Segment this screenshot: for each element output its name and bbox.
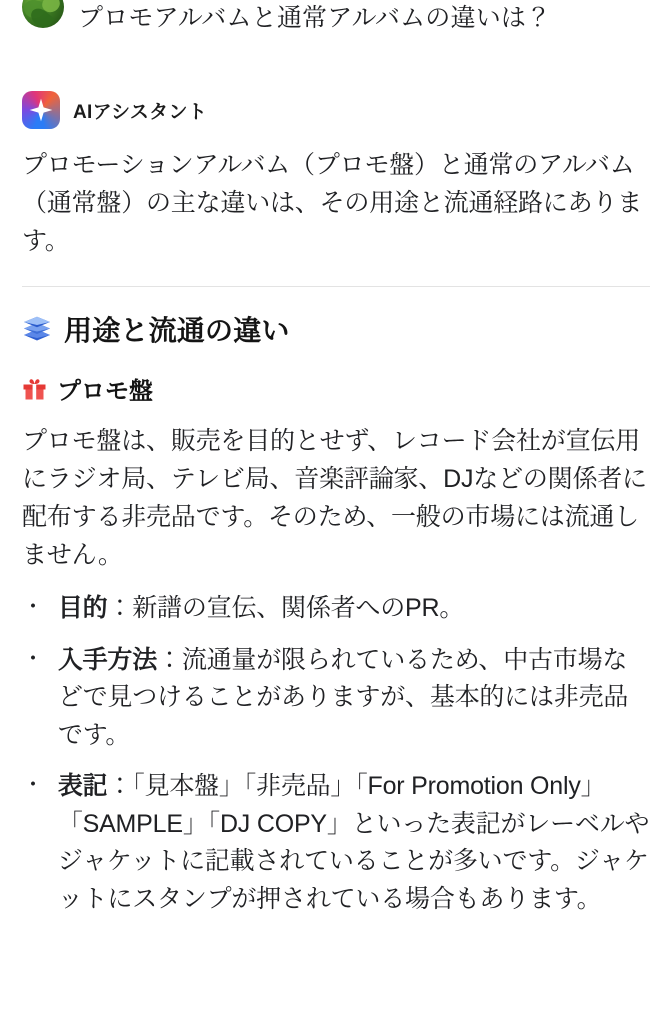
subsection-paragraph: プロモ盤は、販売を目的とせず、レコード会社が宣伝用にラジオ局、テレビ局、音楽評論家、DJなどの関係者に配布する非売品です。そのため、一般の市場には流通しません。 bbox=[22, 427, 647, 569]
bullet-list bbox=[22, 590, 650, 918]
gift-icon bbox=[22, 376, 47, 401]
list-item-content bbox=[58, 642, 650, 755]
books-icon bbox=[22, 316, 52, 342]
bullet-marker: ・ bbox=[22, 772, 44, 797]
list-item-text: ：「見本盤」「非売品」「For Promotion Only」「SAMPLE」「DJ COPY」といった表記がレーベルやジャケットに記載されていることが多いです。ジャケットにスタンプが押されている場合もあります。 bbox=[57, 772, 650, 913]
bullet-marker: ・ bbox=[22, 645, 44, 671]
list-item bbox=[22, 642, 650, 755]
ai-sparkle-icon bbox=[22, 91, 60, 129]
section-title: 用途と流通の違い bbox=[64, 315, 290, 346]
user-message-text: プロモアルバムと通常アルバムの違いは？ bbox=[78, 4, 552, 32]
list-item-content bbox=[58, 768, 650, 918]
list-item-label: 表記 bbox=[57, 772, 108, 800]
bullet-marker: ・ bbox=[22, 594, 44, 619]
assistant-intro-paragraph: プロモーションアルバム（プロモ盤）と通常のアルバム（通常盤）の主な違いは、その用途と流通経路にあります。 bbox=[22, 151, 643, 255]
list-item-text: ：流通量が限られているため、中古市場などで見つけることがありますが、基本的には非売品です。 bbox=[57, 645, 629, 749]
section-divider bbox=[22, 286, 650, 287]
user-avatar[interactable] bbox=[22, 0, 64, 28]
section-heading bbox=[22, 309, 650, 349]
assistant-header bbox=[22, 90, 650, 130]
subsection-title: プロモ盤 bbox=[57, 378, 153, 405]
subsection-heading bbox=[22, 371, 650, 406]
list-item-text: ：新譜の宣伝、関係者へのPR。 bbox=[107, 594, 465, 622]
list-item-content bbox=[58, 590, 650, 628]
user-message-row bbox=[22, 0, 650, 58]
list-item bbox=[22, 590, 650, 628]
list-item-label: 目的 bbox=[57, 594, 108, 622]
list-item-label: 入手方法 bbox=[57, 645, 158, 674]
assistant-name: AIアシスタント bbox=[73, 101, 208, 123]
list-item bbox=[22, 768, 650, 918]
